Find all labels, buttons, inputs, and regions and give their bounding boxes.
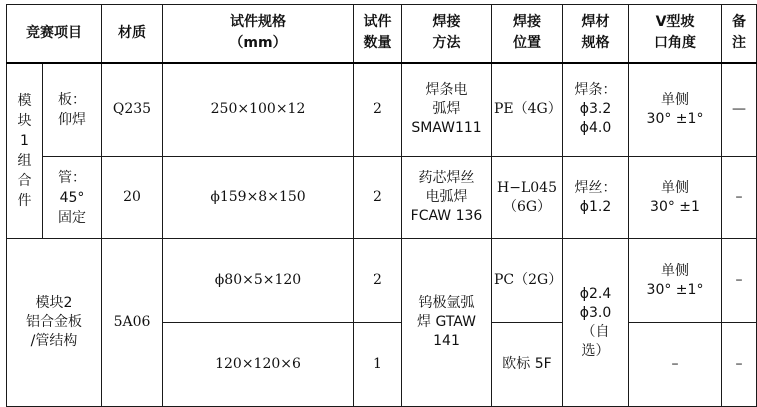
cell-material: Q235: [102, 63, 163, 157]
cell-spec: 250×100×12: [163, 63, 354, 157]
module2-method: 钨极氩弧 焊 GTAW 141: [402, 239, 492, 407]
cell-note: —: [722, 63, 757, 157]
header-qty: 试件 数量: [354, 5, 402, 63]
cell-position: PE（4G）: [492, 63, 563, 157]
cell-groove: –: [629, 323, 722, 407]
cell-spec: ϕ159×8×150: [163, 157, 354, 239]
table-row: [7, 239, 757, 323]
cell-filler: 焊条： ϕ3.2 ϕ4.0: [563, 63, 629, 157]
module1-sub-plate: 板：仰焊: [43, 63, 102, 157]
header-filler: 焊材 规格: [563, 5, 629, 63]
cell-spec: 120×120×6: [163, 323, 354, 407]
module2-material: 5A06: [102, 239, 163, 407]
cell-groove: 单侧 30° ±1°: [629, 239, 722, 323]
cell-qty: 1: [354, 323, 402, 407]
cell-position: H−L045 （6G）: [492, 157, 563, 239]
cell-note: –: [722, 157, 757, 239]
header-note: 备 注: [722, 5, 757, 63]
cell-qty: 2: [354, 239, 402, 323]
header-material: 材质: [102, 5, 163, 63]
cell-material: 20: [102, 157, 163, 239]
cell-groove: 单侧 30° ±1: [629, 157, 722, 239]
cell-qty: 2: [354, 63, 402, 157]
module2-label: 模块2 铝合金板 /管结构: [7, 239, 102, 407]
module1-label: 模块1组合件: [7, 63, 43, 239]
cell-note: –: [722, 239, 757, 323]
header-row: [7, 5, 757, 63]
header-spec: 试件规格 （mm）: [163, 5, 354, 63]
cell-qty: 2: [354, 157, 402, 239]
module1-sub-pipe: 管：45°固定: [43, 157, 102, 239]
spec-table-wrapper: [6, 4, 757, 407]
cell-note: –: [722, 323, 757, 407]
table-row: [7, 157, 757, 239]
cell-position: PC（2G）: [492, 239, 563, 323]
header-position: 焊接 位置: [492, 5, 563, 63]
competition-spec-table: [6, 4, 757, 407]
header-groove: V型坡 口角度: [629, 5, 722, 63]
cell-groove: 单侧 30° ±1°: [629, 63, 722, 157]
cell-method: 焊条电 弧焊 SMAW111: [402, 63, 492, 157]
cell-spec: ϕ80×5×120: [163, 239, 354, 323]
header-event: 竞赛项目: [7, 5, 102, 63]
header-method: 焊接 方法: [402, 5, 492, 63]
cell-filler: 焊丝： ϕ1.2: [563, 157, 629, 239]
module2-filler: ϕ2.4 ϕ3.0 （自 选）: [563, 239, 629, 407]
cell-method: 药芯焊丝 电弧焊 FCAW 136: [402, 157, 492, 239]
table-row: [7, 63, 757, 157]
cell-position: 欧标 5F: [492, 323, 563, 407]
